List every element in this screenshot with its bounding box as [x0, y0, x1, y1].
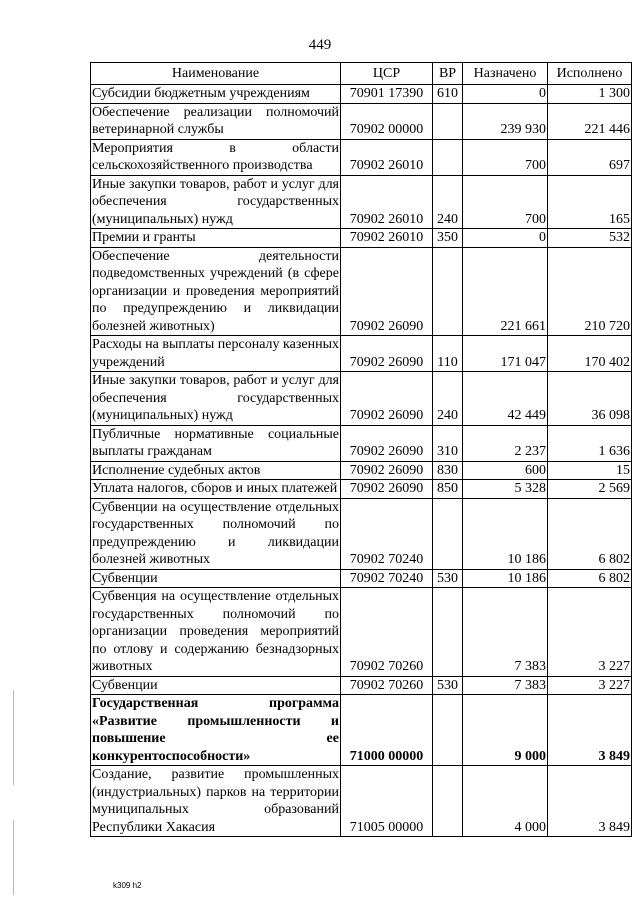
cell-vr [433, 766, 463, 837]
cell-name: Иные закупки товаров, работ и услуг для обеспечения государственных (муниципальных) нужд [92, 176, 339, 227]
cell-assigned: 0 [463, 229, 548, 248]
cell-executed: 1 300 [548, 85, 632, 104]
cell-vr: 850 [433, 480, 463, 499]
cell-csr: 70902 70260 [341, 588, 433, 677]
cell-executed: 221 446 [548, 103, 632, 139]
cell-vr: 350 [433, 229, 463, 248]
cell-vr: 240 [433, 175, 463, 229]
table-body [91, 85, 632, 837]
cell-vr: 530 [433, 569, 463, 588]
cell-vr: 610 [433, 85, 463, 104]
cell-assigned: 0 [463, 85, 548, 104]
cell-vr: 240 [433, 372, 463, 426]
header-csr: ЦСР [341, 63, 433, 85]
table-row [91, 480, 632, 499]
cell-executed: 2 569 [548, 480, 632, 499]
cell-executed: 3 227 [548, 676, 632, 695]
table-header-row [91, 63, 632, 85]
page-number: 449 [308, 37, 332, 53]
cell-assigned: 239 930 [463, 103, 548, 139]
cell-name: Расходы на выплаты персоналу казенных учреждений [92, 337, 339, 370]
scan-margin-mark [13, 690, 14, 785]
cell-csr: 71005 00000 [341, 766, 433, 837]
cell-executed: 3 849 [548, 695, 632, 766]
cell-assigned: 700 [463, 139, 548, 175]
cell-vr [433, 498, 463, 569]
cell-assigned: 171 047 [463, 336, 548, 372]
cell-assigned: 10 186 [463, 569, 548, 588]
table-row [91, 85, 632, 104]
cell-assigned: 10 186 [463, 498, 548, 569]
header-executed: Исполнено [548, 63, 632, 85]
footer-code: k309 h2 [113, 881, 142, 890]
cell-name: Уплата налогов, сборов и иных платежей [91, 480, 341, 499]
cell-name: Публичные нормативные социальные выплаты гражданам [92, 426, 339, 459]
table-row [91, 372, 632, 426]
cell-executed: 1 636 [548, 425, 632, 461]
cell-csr: 70902 26090 [341, 461, 433, 480]
table-row [91, 247, 632, 336]
table-row [91, 498, 632, 569]
cell-name: Обеспечение реализации полномочий ветеринарной службы [92, 104, 339, 137]
cell-csr: 70902 26010 [341, 229, 433, 248]
cell-vr: 310 [433, 425, 463, 461]
cell-executed: 165 [548, 175, 632, 229]
cell-name: Создание, развитие промышленных (индустриальных) парков на территории муниципальных образований Республики Хакасия [92, 767, 339, 835]
table-row [91, 676, 632, 695]
cell-assigned: 7 383 [463, 676, 548, 695]
cell-assigned: 4 000 [463, 766, 548, 837]
table-row [91, 336, 632, 372]
header-assigned: Назначено [463, 63, 548, 85]
cell-vr: 110 [433, 336, 463, 372]
cell-assigned: 700 [463, 175, 548, 229]
cell-csr: 70902 70240 [341, 569, 433, 588]
cell-csr: 70902 00000 [341, 103, 433, 139]
cell-executed: 3 227 [548, 588, 632, 677]
scan-margin-mark [13, 820, 14, 895]
cell-csr: 70902 26090 [341, 247, 433, 336]
cell-csr: 70902 26090 [341, 336, 433, 372]
cell-executed: 170 402 [548, 336, 632, 372]
cell-name: Мероприятия в области сельскохозяйственного производства [92, 140, 339, 173]
table-row [91, 695, 632, 766]
cell-executed: 3 849 [548, 766, 632, 837]
cell-name: Субвенции [91, 569, 341, 588]
table-row [91, 103, 632, 139]
cell-name: Иные закупки товаров, работ и услуг для обеспечения государственных (муниципальных) нужд [92, 373, 339, 423]
cell-vr [433, 103, 463, 139]
cell-name: Исполнение судебных актов [91, 461, 341, 480]
cell-assigned: 42 449 [463, 372, 548, 426]
cell-name: Государственная программа «Развитие промышленности и повышение ее конкурентоспособности» [92, 696, 339, 764]
cell-csr: 70902 26010 [341, 139, 433, 175]
cell-csr: 70902 70260 [341, 676, 433, 695]
cell-executed: 210 720 [548, 247, 632, 336]
cell-name: Субвенция на осуществление отдельных государственных полномочий по организации проведения мероприятий по отлову и содержанию безнадзорных животных [92, 589, 339, 674]
table-row [91, 425, 632, 461]
cell-csr: 70902 26090 [341, 425, 433, 461]
cell-executed: 36 098 [548, 372, 632, 426]
cell-executed: 6 802 [548, 569, 632, 588]
table-row [91, 229, 632, 248]
cell-assigned: 5 328 [463, 480, 548, 499]
cell-executed: 532 [548, 229, 632, 248]
budget-table [90, 62, 632, 837]
cell-name: Обеспечение деятельности подведомственных учреждений (в сфере организации и проведения мероприятий по предупреждению и ликвидации болезней животных) [92, 248, 339, 334]
table-row [91, 461, 632, 480]
cell-csr: 70902 26090 [341, 480, 433, 499]
cell-vr [433, 139, 463, 175]
table-row [91, 766, 632, 837]
cell-assigned: 9 000 [463, 695, 548, 766]
table-row [91, 588, 632, 677]
cell-executed: 697 [548, 139, 632, 175]
cell-assigned: 7 383 [463, 588, 548, 677]
cell-csr: 70901 17390 [341, 85, 433, 104]
cell-assigned: 221 661 [463, 247, 548, 336]
header-vr: ВР [433, 63, 463, 85]
table-row [91, 569, 632, 588]
cell-vr [433, 588, 463, 677]
cell-assigned: 2 237 [463, 425, 548, 461]
header-name: Наименование [91, 63, 341, 85]
cell-csr: 70902 26010 [341, 175, 433, 229]
cell-name: Субсидии бюджетным учреждениям [91, 85, 341, 104]
cell-executed: 15 [548, 461, 632, 480]
cell-executed: 6 802 [548, 498, 632, 569]
cell-vr: 530 [433, 676, 463, 695]
cell-vr: 830 [433, 461, 463, 480]
cell-name: Премии и гранты [91, 229, 341, 248]
cell-csr: 70902 70240 [341, 498, 433, 569]
cell-assigned: 600 [463, 461, 548, 480]
cell-vr [433, 695, 463, 766]
cell-csr: 70902 26090 [341, 372, 433, 426]
cell-name: Субвенции [91, 676, 341, 695]
table-row [91, 175, 632, 229]
cell-csr: 71000 00000 [341, 695, 433, 766]
cell-name: Субвенции на осуществление отдельных государственных полномочий по предупреждению и ликвидации болезней животных [92, 499, 339, 567]
table-row [91, 139, 632, 175]
cell-vr [433, 247, 463, 336]
